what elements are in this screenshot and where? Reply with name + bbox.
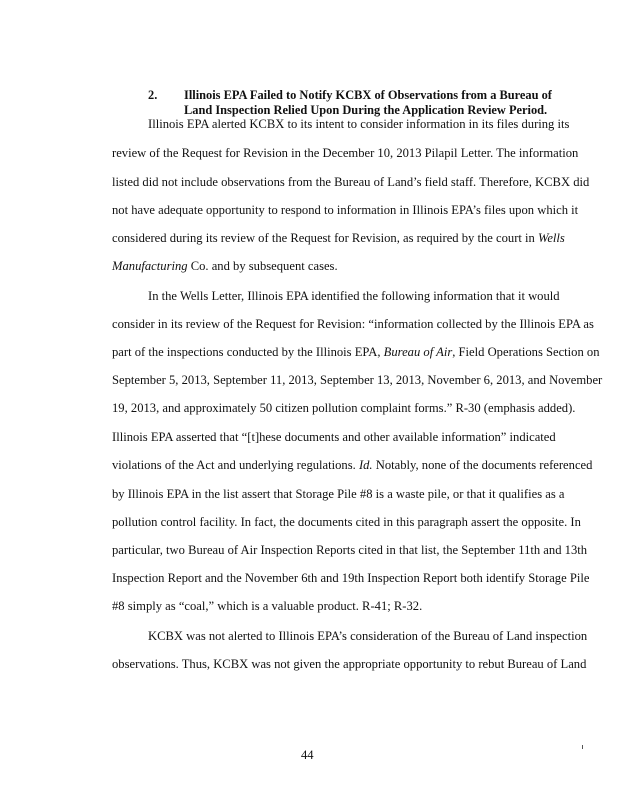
text-segment: particular, two Bureau of Air Inspection Reports cited in that list, the September 11th and 13th [112, 543, 588, 557]
text-line [112, 515, 581, 529]
text-line [112, 571, 589, 585]
text-segment: review of the Request for Revision in the December 10, 2013 Pilapil Letter. The information [112, 146, 579, 160]
text-line [112, 175, 589, 189]
italic-citation: Bureau of Air [383, 345, 453, 359]
text-line [112, 259, 338, 273]
italic-citation: Id. [358, 458, 373, 472]
text-line [112, 373, 602, 387]
text-line [112, 317, 594, 331]
text-line [112, 599, 422, 613]
text-line [148, 289, 560, 303]
text-segment: #8 simply as “coal,” which is a valuable product. R-41; R-32. [112, 599, 423, 613]
text-segment: observations. Thus, KCBX was not given the appropriate opportunity to rebut Bureau of Land [112, 657, 587, 671]
text-segment: September 5, 2013, September 11, 2013, September 13, 2013, November 6, 2013, and November [112, 373, 603, 387]
text-segment: pollution control facility. In fact, the documents cited in this paragraph assert the opposite. In [112, 515, 581, 529]
text-segment: violations of the Act and underlying regulations. [112, 458, 359, 472]
text-line [148, 117, 569, 131]
text-segment: Illinois EPA alerted KCBX to its intent to consider information in its files during its [148, 117, 570, 131]
text-line [112, 430, 556, 444]
text-line [112, 543, 587, 557]
heading-number: 2. [148, 88, 158, 102]
text-line [112, 487, 565, 501]
page-number: 44 [301, 748, 314, 762]
text-line [112, 401, 575, 415]
text-line [112, 345, 600, 359]
text-segment: KCBX was not alerted to Illinois EPA’s consideration of the Bureau of Land inspection [148, 629, 588, 643]
text-segment: not have adequate opportunity to respond to information in Illinois EPA’s files upon which it [112, 203, 579, 217]
heading-line-1: Illinois EPA Failed to Notify KCBX of Observations from a Bureau of [184, 88, 552, 102]
italic-citation: Manufacturing [112, 259, 188, 273]
text-segment: 19, 2013, and approximately 50 citizen pollution complaint forms.” R-30 (emphasis added). [112, 401, 576, 415]
text-line [112, 657, 586, 671]
text-line [112, 231, 565, 245]
text-segment: by Illinois EPA in the list assert that Storage Pile #8 is a waste pile, or that it qualifies as a [112, 487, 565, 501]
text-segment: listed did not include observations from the Bureau of Land’s field staff. Therefore, KCBX did [112, 175, 590, 189]
heading-line-2: Land Inspection Relied Upon During the Application Review Period. [184, 103, 548, 117]
text-segment: , Field Operations Section on [452, 345, 600, 359]
text-segment: Notably, none of the documents referenced [372, 458, 593, 472]
text-segment: Inspection Report and the November 6th and 19th Inspection Report both identify Storage Pile [112, 571, 590, 585]
text-line [112, 146, 578, 160]
text-segment: In the Wells Letter, Illinois EPA identified the following information that it would [148, 289, 560, 303]
text-segment: considered during its review of the Request for Revision, as required by the court in [112, 231, 538, 245]
text-segment: consider in its review of the Request for Revision: “information collected by the Illinois EPA as [112, 317, 594, 331]
text-line [112, 458, 592, 472]
italic-citation: Wells [537, 231, 565, 245]
text-segment: Co. and by subsequent cases. [187, 259, 338, 273]
text-segment: part of the inspections conducted by the Illinois EPA, [112, 345, 384, 359]
text-line [148, 629, 587, 643]
scan-mark [582, 745, 583, 749]
text-segment: Illinois EPA asserted that “[t]hese documents and other available information” indicated [112, 430, 556, 444]
text-line [112, 203, 578, 217]
